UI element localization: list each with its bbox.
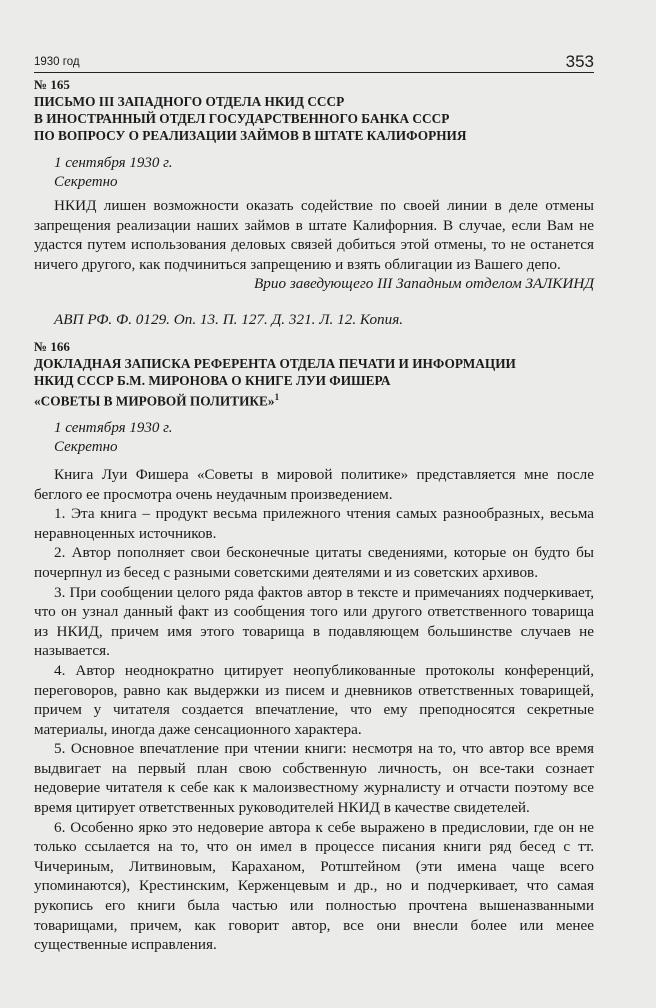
archive-source: АВП РФ. Ф. 0129. Оп. 13. П. 127. Д. 321. Л. 12. Копия. — [54, 310, 404, 328]
paragraph: 1. Эта книга – продукт весьма прилежного чтения самых разнообразных, весьма неравноценных источников. — [34, 505, 594, 542]
page-content — [34, 74, 594, 955]
title-line: ДОКЛАДНАЯ ЗАПИСКА РЕФЕРЕНТА ОТДЕЛА ПЕЧАТИ И ИНФОРМАЦИИ — [34, 355, 516, 371]
footnote-mark: 1 — [274, 391, 280, 402]
paragraph: НКИД лишен возможности оказать содействие по своей линии в деле отмены запрещения реализации наших займов в штате Калифорния. В случае, если Вам не удастся путем использования деловых связей добиться этой отмены, то не останется ничего другого, как подчиниться запрещению и взять облигации из Вашего депо. — [34, 197, 594, 273]
document-body — [34, 465, 594, 955]
document-165 — [34, 76, 594, 330]
document-number: № 165 — [34, 77, 70, 92]
document-title — [34, 355, 594, 409]
document-meta — [34, 154, 594, 192]
title-line: ПО ВОПРОСУ О РЕАЛИЗАЦИИ ЗАЙМОВ В ШТАТЕ КАЛИФОРНИЯ — [34, 128, 467, 143]
running-header — [34, 54, 594, 73]
title-line: ПИСЬМО III ЗАПАДНОГО ОТДЕЛА НКИД СССР — [34, 94, 345, 109]
paragraph: 3. При сообщении целого ряда фактов автор в тексте и примечаниях подчеркивает, что он узнал данный факт из сообщения того или другого ответственного товарища из НКИД, причем имя этого товарища в подавляющем большинстве случаев не называется. — [34, 583, 594, 660]
paragraph: 2. Автор пополняет свои бесконечные цитаты сведениями, которые он будто бы почерпнул из бесед с разными советскими деятелями и из советских архивов. — [34, 544, 594, 581]
paragraph: Книга Луи Фишера «Советы в мировой политике» представляется мне после беглого ее просмотра очень неудачным произведением. — [34, 465, 594, 503]
document-166 — [34, 338, 594, 955]
document-date: 1 сентября 1930 г. — [54, 155, 173, 171]
document-classification: Секретно — [54, 438, 118, 455]
paragraph: 4. Автор неоднократно цитирует неопубликованные протоколы конференций, переговоров, равно как выдержки из писем и дневников ответственных товарищей, причем у читателя создается впечатление, что ему преподносятся секретные материалы, иногда даже сенсационного характера. — [34, 661, 594, 738]
document-body — [34, 196, 594, 274]
document-number: № 166 — [34, 338, 70, 354]
document-meta — [34, 419, 594, 457]
title-line-text: «СОВЕТЫ В МИРОВОЙ ПОЛИТИКЕ» — [34, 392, 275, 408]
paragraph: 5. Основное впечатление при чтении книги: несмотря на то, что автор все время выдвигает на первый план свою собственную личность, он все-таки сознает недоверие читателя к себе как к малоизвестному журналисту и отчасти поэтому все время цитирует ответственных руководителей НКИД в качестве свидетелей. — [34, 740, 594, 817]
title-line — [34, 389, 594, 409]
document-classification: Секретно — [54, 174, 118, 190]
running-header-year: 1930 год — [34, 56, 80, 68]
document-date: 1 сентября 1930 г. — [54, 419, 173, 436]
document-title — [34, 93, 594, 144]
page-number: 353 — [565, 52, 594, 71]
title-line: НКИД СССР Б.М. МИРОНОВА О КНИГЕ ЛУИ ФИШЕРА — [34, 372, 391, 388]
signature: Врио заведующего III Западным отделом ЗАЛКИНД — [254, 275, 594, 293]
title-line: В ИНОСТРАННЫЙ ОТДЕЛ ГОСУДАРСТВЕННОГО БАНКА СССР — [34, 111, 450, 126]
paragraph: 6. Особенно ярко это недоверие автора к себе выражено в предисловии, где он не только ссылается на то, что он имел в процессе писания книги ряд бесед с тт. Чичериным, Литвиновым, Караханом, Ротштейном (эти имена чаще всего упоминаются), Крестинским, Керженцевым и др., но и подчеркивает, что самая рукопись его книги была частью или полностью прочтена вышеназванными товарищами, причем, как говорит автор, все они внесли более или менее существенные исправления. — [34, 818, 594, 954]
